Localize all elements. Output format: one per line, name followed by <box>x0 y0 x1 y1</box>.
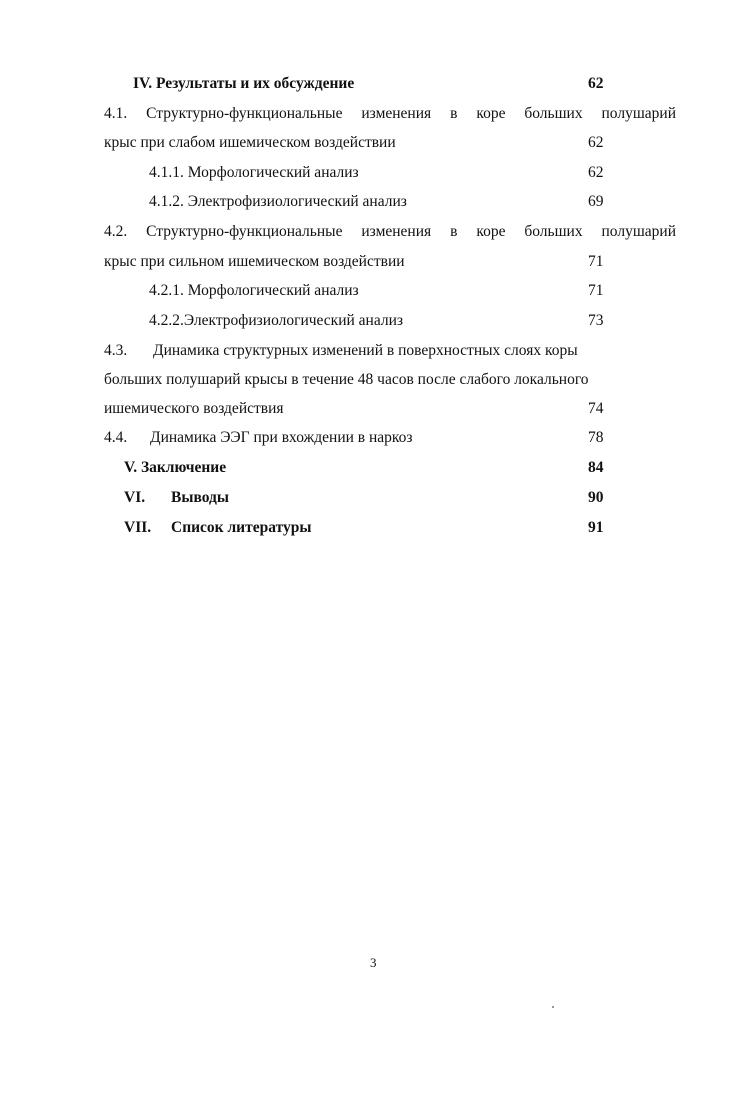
toc-number: 4.4. <box>104 429 128 446</box>
toc-page: 71 <box>588 253 604 270</box>
word: полушарий <box>601 105 676 122</box>
toc-title: 4.2.2.Электрофизиологический анализ <box>149 312 404 329</box>
word: в <box>450 223 458 240</box>
toc-page: 91 <box>588 519 604 536</box>
word: изменения <box>361 223 432 240</box>
toc-page: 62 <box>588 75 604 92</box>
word: изменения <box>361 105 432 122</box>
toc-page: 62 <box>588 134 604 151</box>
toc-title: Выводы <box>171 489 229 506</box>
toc-title: 4.2.1. Морфологический анализ <box>149 282 359 299</box>
toc-title: 4.1.2. Электрофизиологический анализ <box>149 193 407 210</box>
toc-page: 69 <box>588 193 604 210</box>
toc-title-line2: больших полушарий крысы в течение 48 часов после слабого локального <box>104 371 589 388</box>
word: коре <box>476 105 506 122</box>
toc-title: Динамика ЭЭГ при вхождении в наркоз <box>150 429 413 446</box>
toc-number: 4.3. <box>104 342 128 359</box>
toc-title-line2: крыс при слабом ишемическом воздействии <box>104 134 396 151</box>
toc-title: V. Заключение <box>124 459 227 476</box>
word: Структурно-функциональные <box>146 223 343 240</box>
scan-speck <box>552 1006 554 1008</box>
toc-title-line3: ишемического воздействия <box>104 400 284 417</box>
toc-page: 74 <box>588 400 604 417</box>
toc-title-line1 <box>104 222 676 242</box>
toc-title-line1: Динамика структурных изменений в поверхностных слоях коры <box>153 342 578 359</box>
toc-title: IV. Результаты и их обсуждение <box>133 75 355 92</box>
page-number: 3 <box>370 955 377 970</box>
toc-title-line1 <box>104 104 676 124</box>
word: полушарий <box>601 223 676 240</box>
toc-number: VI. <box>124 489 146 506</box>
toc-number: VII. <box>124 519 152 536</box>
word: 4.1. <box>104 105 128 122</box>
toc-page: 62 <box>588 164 604 181</box>
word: больших <box>524 105 583 122</box>
toc-title: 4.1.1. Морфологический анализ <box>149 164 359 181</box>
toc-page: 90 <box>588 489 604 506</box>
toc-page: 78 <box>588 429 604 446</box>
word: 4.2. <box>104 223 128 240</box>
word: Структурно-функциональные <box>146 105 343 122</box>
toc-page: 71 <box>588 282 604 299</box>
toc-page: 73 <box>588 312 604 329</box>
toc-title: Список литературы <box>171 519 312 536</box>
toc-title-line2: крыс при сильном ишемическом воздействии <box>104 253 405 270</box>
word: коре <box>476 223 506 240</box>
word: больших <box>524 223 583 240</box>
word: в <box>450 105 458 122</box>
toc-page: 84 <box>588 459 604 476</box>
